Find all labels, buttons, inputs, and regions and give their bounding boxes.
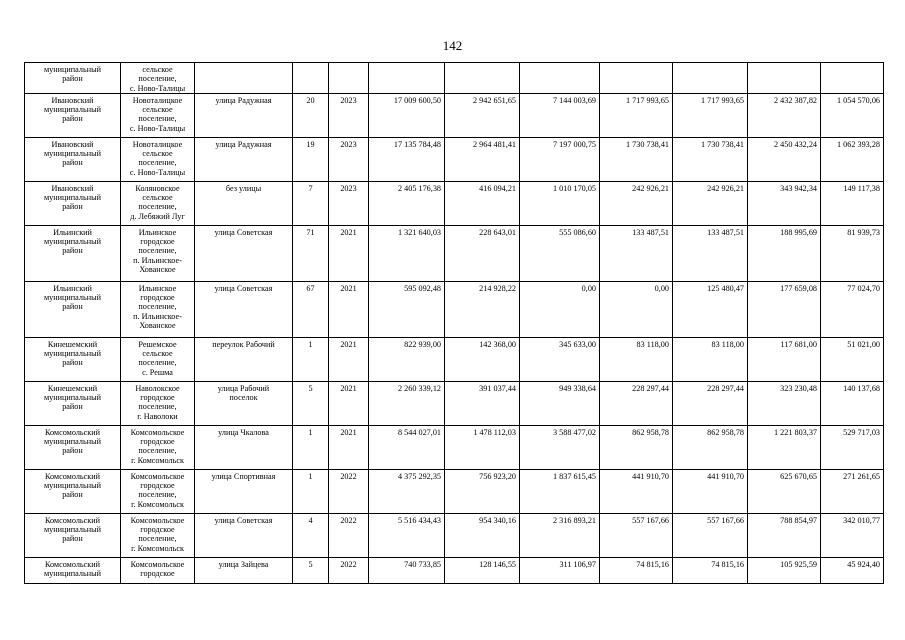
district-cell: Ильинский муниципальный район [25, 225, 121, 281]
district-cell: Кинешемский муниципальный район [25, 337, 121, 381]
district-cell: Ивановский муниципальный район [25, 181, 121, 225]
house-number-cell: 1 [293, 337, 329, 381]
table-row [25, 93, 884, 137]
amount-cell: 2 942 651,65 [445, 93, 520, 137]
amount-cell: 862 958,78 [600, 425, 673, 469]
street-cell: улица Советская [195, 225, 293, 281]
amount-cell: 214 928,22 [445, 281, 520, 337]
district-cell: Ивановский муниципальный район [25, 93, 121, 137]
house-number-cell: 1 [293, 469, 329, 513]
year-cell: 2022 [329, 557, 369, 583]
total-cost-cell: 2 405 176,38 [369, 181, 445, 225]
amount-cell: 7 197 000,75 [520, 137, 600, 181]
year-cell: 2021 [329, 337, 369, 381]
amount-cell: 2 316 893,21 [520, 513, 600, 557]
street-cell: без улицы [195, 181, 293, 225]
street-cell: улица Рабочий поселок [195, 381, 293, 425]
amount-cell: 74 815,16 [673, 557, 748, 583]
settlement-cell: Комсомольское городское [121, 557, 195, 583]
table-row [25, 63, 884, 94]
district-cell: Комсомольский муниципальный район [25, 425, 121, 469]
amount-cell: 133 487,51 [600, 225, 673, 281]
house-number-cell: 5 [293, 557, 329, 583]
table-row [25, 469, 884, 513]
street-cell: улица Спортивная [195, 469, 293, 513]
settlement-cell: Наволокское городское поселение, г. Наволоки [121, 381, 195, 425]
table-row [25, 513, 884, 557]
total-cost-cell: 8 544 027,01 [369, 425, 445, 469]
amount-cell: 149 117,38 [821, 181, 884, 225]
district-cell: Ивановский муниципальный район [25, 137, 121, 181]
year-cell: 2022 [329, 469, 369, 513]
amount-cell: 2 432 387,82 [748, 93, 821, 137]
amount-cell: 416 094,21 [445, 181, 520, 225]
amount-cell: 1 717 993,65 [673, 93, 748, 137]
year-cell: 2021 [329, 225, 369, 281]
amount-cell: 133 487,51 [673, 225, 748, 281]
table-row [25, 557, 884, 583]
street-cell: улица Советская [195, 281, 293, 337]
amount-cell: 45 924,40 [821, 557, 884, 583]
amount-cell: 529 717,03 [821, 425, 884, 469]
year-cell: 2023 [329, 137, 369, 181]
amount-cell: 555 086,60 [520, 225, 600, 281]
amount-cell: 441 910,70 [673, 469, 748, 513]
amount-cell: 1 478 112,03 [445, 425, 520, 469]
amount-cell: 2 450 432,24 [748, 137, 821, 181]
total-cost-cell: 740 733,85 [369, 557, 445, 583]
table-row [25, 337, 884, 381]
amount-cell: 228 643,01 [445, 225, 520, 281]
total-cost-cell: 5 516 434,43 [369, 513, 445, 557]
amount-cell: 343 942,34 [748, 181, 821, 225]
amount-cell: 2 964 481,41 [445, 137, 520, 181]
amount-cell: 188 995,69 [748, 225, 821, 281]
total-cost-cell: 822 939,00 [369, 337, 445, 381]
amount-cell: 1 062 393,28 [821, 137, 884, 181]
total-cost-cell: 4 375 292,35 [369, 469, 445, 513]
amount-cell: 557 167,66 [673, 513, 748, 557]
year-cell: 2023 [329, 93, 369, 137]
table-row [25, 281, 884, 337]
amount-cell: 3 588 477,02 [520, 425, 600, 469]
year-cell: 2021 [329, 425, 369, 469]
amount-cell: 1 730 738,41 [673, 137, 748, 181]
year-cell: 2023 [329, 181, 369, 225]
settlement-cell: сельское поселение, с. Ново-Талицы [121, 63, 195, 94]
total-cost-cell: 595 092,48 [369, 281, 445, 337]
amount-cell [821, 63, 884, 94]
amount-cell: 228 297,44 [600, 381, 673, 425]
amount-cell: 83 118,00 [673, 337, 748, 381]
table-row [25, 137, 884, 181]
amount-cell: 625 670,65 [748, 469, 821, 513]
amount-cell: 1 054 570,06 [821, 93, 884, 137]
amount-cell: 128 146,55 [445, 557, 520, 583]
house-number-cell: 19 [293, 137, 329, 181]
amount-cell: 105 925,59 [748, 557, 821, 583]
amount-cell: 77 024,70 [821, 281, 884, 337]
street-cell: переулок Рабочий [195, 337, 293, 381]
amount-cell: 342 010,77 [821, 513, 884, 557]
total-cost-cell: 17 009 600,50 [369, 93, 445, 137]
settlement-cell: Ильинское городское поселение, п. Ильинское- Хованское [121, 281, 195, 337]
amount-cell: 140 137,68 [821, 381, 884, 425]
amount-cell: 81 939,73 [821, 225, 884, 281]
amount-cell: 0,00 [600, 281, 673, 337]
amount-cell: 117 681,00 [748, 337, 821, 381]
total-cost-cell [369, 63, 445, 94]
settlement-cell: Ильинское городское поселение, п. Ильинское- Хованское [121, 225, 195, 281]
amount-cell: 271 261,65 [821, 469, 884, 513]
amount-cell: 51 021,00 [821, 337, 884, 381]
district-cell: Кинешемский муниципальный район [25, 381, 121, 425]
amount-cell: 788 854,97 [748, 513, 821, 557]
amount-cell: 242 926,21 [673, 181, 748, 225]
amount-cell: 1 837 615,45 [520, 469, 600, 513]
amount-cell: 177 659,08 [748, 281, 821, 337]
settlement-cell: Новоталицкое сельское поселение, с. Ново-Талицы [121, 137, 195, 181]
street-cell: улица Радужная [195, 137, 293, 181]
housing-register-table [24, 62, 884, 584]
settlement-cell: Комсомольское городское поселение, г. Комсомольск [121, 513, 195, 557]
district-cell: Комсомольский муниципальный район [25, 469, 121, 513]
settlement-cell: Комсомольское городское поселение, г. Комсомольск [121, 425, 195, 469]
street-cell [195, 63, 293, 94]
amount-cell: 7 144 003,69 [520, 93, 600, 137]
page-number: 142 [442, 38, 463, 53]
amount-cell: 441 910,70 [600, 469, 673, 513]
amount-cell: 391 037,44 [445, 381, 520, 425]
settlement-cell: Коляновское сельское поселение, д. Лебяжий Луг [121, 181, 195, 225]
district-cell: муниципальный район [25, 63, 121, 94]
street-cell: улица Радужная [195, 93, 293, 137]
amount-cell [748, 63, 821, 94]
amount-cell: 0,00 [520, 281, 600, 337]
house-number-cell: 4 [293, 513, 329, 557]
amount-cell: 1 717 993,65 [600, 93, 673, 137]
street-cell: улица Зайцева [195, 557, 293, 583]
amount-cell: 83 118,00 [600, 337, 673, 381]
amount-cell: 949 338,64 [520, 381, 600, 425]
amount-cell: 242 926,21 [600, 181, 673, 225]
street-cell: улица Чкалова [195, 425, 293, 469]
settlement-cell: Новоталицкое сельское поселение, с. Ново-Талицы [121, 93, 195, 137]
table-row [25, 181, 884, 225]
house-number-cell: 71 [293, 225, 329, 281]
house-number-cell: 67 [293, 281, 329, 337]
year-cell: 2021 [329, 281, 369, 337]
table-row [25, 225, 884, 281]
amount-cell: 954 340,16 [445, 513, 520, 557]
amount-cell: 557 167,66 [600, 513, 673, 557]
amount-cell: 1 221 803,37 [748, 425, 821, 469]
total-cost-cell: 17 135 784,48 [369, 137, 445, 181]
amount-cell [673, 63, 748, 94]
amount-cell: 142 368,00 [445, 337, 520, 381]
table-row [25, 425, 884, 469]
table-row [25, 381, 884, 425]
amount-cell: 228 297,44 [673, 381, 748, 425]
house-number-cell [293, 63, 329, 94]
district-cell: Комсомольский муниципальный район [25, 513, 121, 557]
amount-cell [445, 63, 520, 94]
amount-cell: 323 230,48 [748, 381, 821, 425]
settlement-cell: Решемское сельское поселение, с. Решма [121, 337, 195, 381]
amount-cell: 756 923,20 [445, 469, 520, 513]
amount-cell: 1 730 738,41 [600, 137, 673, 181]
settlement-cell: Комсомольское городское поселение, г. Комсомольск [121, 469, 195, 513]
total-cost-cell: 1 321 640,03 [369, 225, 445, 281]
district-cell: Комсомольский муниципальный [25, 557, 121, 583]
street-cell: улица Советская [195, 513, 293, 557]
amount-cell: 1 010 170,05 [520, 181, 600, 225]
year-cell [329, 63, 369, 94]
amount-cell [600, 63, 673, 94]
amount-cell: 345 633,00 [520, 337, 600, 381]
house-number-cell: 5 [293, 381, 329, 425]
house-number-cell: 7 [293, 181, 329, 225]
amount-cell: 74 815,16 [600, 557, 673, 583]
house-number-cell: 20 [293, 93, 329, 137]
year-cell: 2022 [329, 513, 369, 557]
amount-cell [520, 63, 600, 94]
district-cell: Ильинский муниципальный район [25, 281, 121, 337]
total-cost-cell: 2 260 339,12 [369, 381, 445, 425]
house-number-cell: 1 [293, 425, 329, 469]
year-cell: 2021 [329, 381, 369, 425]
amount-cell: 125 480,47 [673, 281, 748, 337]
amount-cell: 311 106,97 [520, 557, 600, 583]
amount-cell: 862 958,78 [673, 425, 748, 469]
